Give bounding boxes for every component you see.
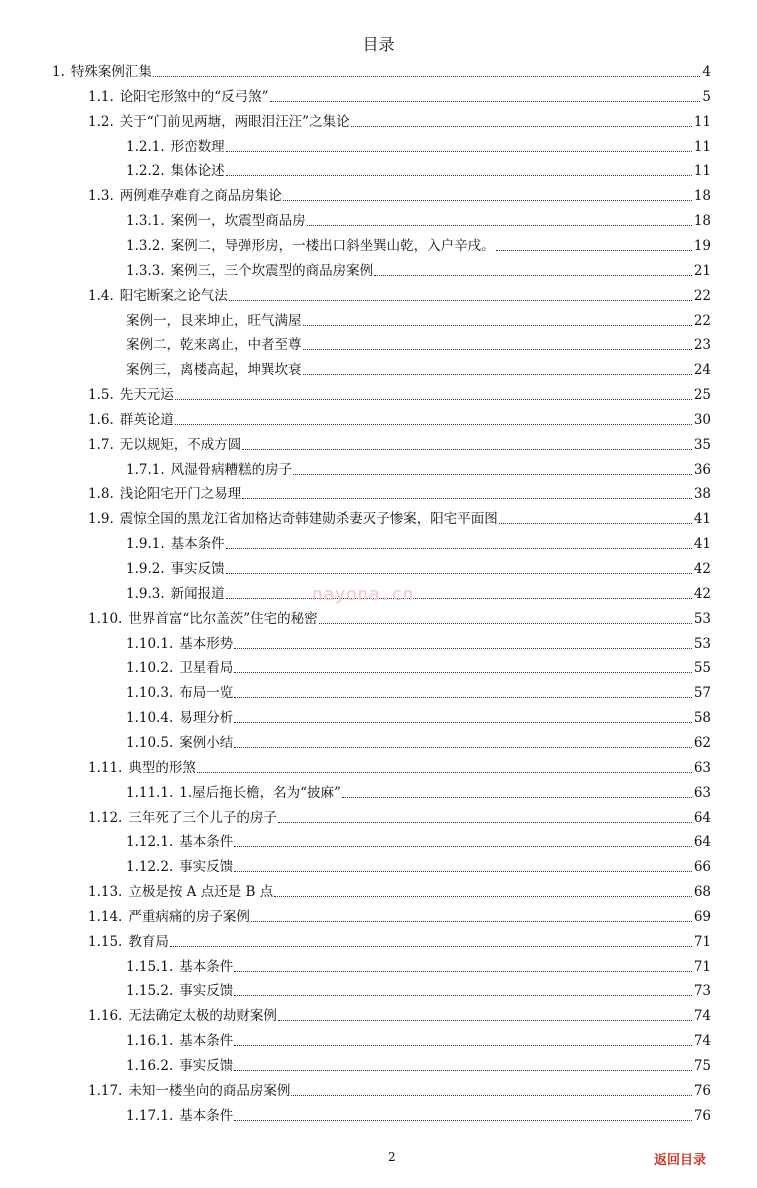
toc-dot-leader	[234, 1120, 692, 1121]
toc-entry-number: 1.14.	[88, 908, 123, 925]
toc-entry-page: 53	[693, 635, 711, 652]
toc-entry[interactable]	[52, 59, 711, 81]
toc-entry-number: 1.11.	[88, 759, 123, 776]
toc-dot-leader	[307, 225, 692, 226]
toc-entry-title: 严重病痛的房子案例	[128, 908, 250, 925]
toc-entry-title: 基本条件	[179, 958, 234, 975]
toc-entry-page: 71	[693, 933, 711, 950]
toc-dot-leader	[226, 175, 692, 176]
toc-entry-title: 事实反馈	[170, 561, 225, 577]
toc-dot-leader	[197, 772, 692, 773]
toc-entry-title: 基本形势	[179, 635, 234, 652]
toc-entry-title: 震惊全国的黑龙江省加格达奇韩建勋杀妻灭子惨案，阳宅平面图	[119, 511, 498, 528]
toc-dot-leader	[319, 623, 692, 624]
toc-entry-page: 42	[693, 561, 711, 577]
toc-entry-number: 1.16.	[88, 1008, 123, 1025]
toc-dot-leader	[278, 1020, 692, 1021]
toc-entry-title: 三年死了三个儿子的房子	[128, 809, 277, 826]
toc-dot-leader	[251, 921, 692, 922]
toc-entry-page: 62	[693, 734, 711, 751]
toc-dot-leader	[496, 250, 692, 251]
toc-entry-title: 阳宅断案之论气法	[119, 287, 228, 304]
toc-dot-leader	[229, 300, 692, 301]
toc-entry-title: 形峦数理	[170, 138, 225, 155]
toc-entry[interactable]	[88, 904, 711, 926]
toc-entry-title: 案例三，三个坎震型的商品房案例	[170, 262, 374, 279]
toc-entry-number: 1.5.	[88, 387, 114, 404]
toc-entry-title: 事实反馈	[179, 983, 234, 1000]
toc-dot-leader	[234, 1070, 692, 1071]
toc-entry[interactable]	[126, 680, 711, 702]
toc-entry-page: 23	[693, 337, 711, 354]
toc-entry-page: 36	[693, 461, 711, 478]
toc-entry[interactable]	[126, 829, 711, 851]
toc-entry-title: 基本条件	[170, 536, 225, 553]
toc-entry[interactable]	[126, 655, 711, 677]
toc-entry-number: 1.2.	[88, 113, 114, 130]
toc-entry-number: 1.3.2.	[126, 237, 165, 254]
toc-entry[interactable]	[126, 208, 711, 230]
toc-entry[interactable]	[88, 432, 711, 454]
toc-entry-title: 浅论阳宅开门之易理	[119, 486, 242, 503]
toc-entry-number: 1.	[52, 64, 65, 80]
toc-entry-number: 1.4.	[88, 287, 114, 304]
toc-entry-number: 1.10.4.	[126, 710, 174, 727]
toc-dot-leader	[234, 697, 692, 698]
toc-entry-number: 1.12.	[88, 809, 123, 826]
toc-entry-page: 76	[693, 1082, 711, 1099]
toc-dot-leader	[234, 871, 692, 872]
toc-entry[interactable]	[126, 954, 711, 976]
toc-entry-page: 64	[693, 834, 711, 851]
toc-entry-number: 1.6.	[88, 411, 114, 428]
toc-entry-page: 18	[693, 213, 711, 230]
toc-entry-number: 1.7.	[88, 436, 114, 453]
toc-entry-page: 11	[693, 163, 711, 180]
toc-dot-leader	[270, 101, 701, 102]
toc-entry[interactable]	[126, 854, 711, 876]
footer-page-number: 2	[388, 1150, 396, 1164]
toc-dot-leader	[303, 325, 692, 326]
toc-entry[interactable]	[126, 780, 711, 802]
toc-dot-leader	[283, 200, 692, 201]
toc-entry-title: 立极是按 A 点还是 B 点	[128, 884, 274, 901]
toc-entry-number: 1.15.2.	[126, 983, 174, 1000]
toc-entry-page: 68	[693, 884, 711, 901]
toc-entry-title: 特殊案例汇集	[70, 64, 152, 80]
toc-dot-leader	[303, 349, 692, 350]
toc-entry-number: 1.17.1.	[126, 1107, 174, 1124]
toc-dot-leader	[234, 648, 692, 649]
toc-entry-page: 74	[693, 1008, 711, 1025]
toc-entry-title: 集体论述	[170, 163, 225, 180]
toc-entry-title: 1.屋后拖长檐，名为“披麻”	[179, 784, 341, 801]
toc-entry-page: 22	[693, 312, 711, 329]
toc-entry-page: 69	[693, 908, 711, 925]
toc-entry-number: 1.16.2.	[126, 1058, 174, 1074]
toc-entry-number: 1.10.2.	[126, 660, 174, 677]
toc-dot-leader	[234, 1045, 692, 1046]
toc-entry-title: 典型的形煞	[128, 759, 196, 776]
toc-entry[interactable]	[88, 929, 711, 951]
toc-dot-leader	[499, 523, 692, 524]
toc-entry-page: 25	[693, 387, 711, 404]
toc-entry[interactable]	[88, 382, 711, 404]
toc-entry-title: 基本条件	[179, 834, 234, 851]
toc-entry[interactable]	[126, 556, 711, 578]
toc-entry[interactable]	[88, 283, 711, 305]
toc-entry[interactable]	[88, 1078, 711, 1100]
toc-dot-leader	[234, 846, 692, 847]
toc-entry-page: 19	[693, 237, 711, 254]
toc-entry-number: 1.10.3.	[126, 685, 174, 702]
toc-entry-page: 63	[693, 759, 711, 776]
toc-dot-leader	[351, 126, 692, 127]
toc-entry-title: 案例一，坎震型商品房	[170, 213, 306, 230]
toc-entry-number: 1.11.1.	[126, 784, 174, 801]
toc-dot-leader	[153, 76, 701, 77]
toc-entry[interactable]	[126, 1053, 711, 1075]
toc-entry-title: 世界首富“比尔盖茨”住宅的秘密	[128, 610, 318, 627]
toc-entry-page: 38	[693, 486, 711, 503]
toc-entry[interactable]	[126, 457, 711, 479]
toc-entry-title: 易理分析	[179, 710, 234, 727]
toc-entry-title: 案例三，离楼高起，坤巽坎衰	[126, 362, 302, 379]
toc-entry[interactable]	[88, 879, 711, 901]
toc-dot-leader	[374, 275, 692, 276]
toc-dot-leader	[170, 946, 692, 947]
toc-entry-number: 1.15.1.	[126, 958, 174, 975]
toc-entry-page: 18	[693, 188, 711, 205]
toc-entry-number: 1.3.1.	[126, 213, 165, 230]
toc-dot-leader	[342, 797, 692, 798]
toc-entry[interactable]	[88, 84, 711, 106]
toc-dot-leader	[175, 424, 692, 425]
toc-entry-page: 35	[693, 436, 711, 453]
toc-entry[interactable]	[88, 1003, 711, 1025]
toc-entry-page: 73	[693, 983, 711, 1000]
toc-dot-leader	[242, 498, 692, 499]
toc-dot-leader	[234, 971, 692, 972]
toc-entry[interactable]	[126, 978, 711, 1000]
toc-entry-number: 1.10.5.	[126, 734, 174, 751]
toc-entry[interactable]	[88, 183, 711, 205]
toc-entry-page: 11	[693, 138, 711, 155]
toc-entry-title: 无以规矩，不成方圆	[119, 436, 242, 453]
toc-entry-page: 74	[693, 1033, 711, 1050]
toc-dot-leader	[278, 822, 692, 823]
toc-entry-number: 1.10.1.	[126, 635, 174, 652]
toc-entry-number: 1.12.1.	[126, 834, 174, 851]
toc-dot-leader	[293, 474, 692, 475]
toc-dot-leader	[303, 374, 692, 375]
toc-entry[interactable]	[126, 158, 711, 180]
toc-entry[interactable]	[88, 481, 711, 503]
toc-entry-number: 1.9.3.	[126, 585, 165, 602]
toc-entry[interactable]	[126, 581, 711, 603]
toc-entry[interactable]	[126, 631, 711, 653]
toc-entry-number: 1.3.3.	[126, 262, 165, 279]
toc-dot-leader	[242, 449, 692, 450]
toc-entry[interactable]	[126, 357, 711, 379]
toc-entry-title: 案例一，艮来坤止，旺气满屋	[126, 312, 302, 329]
toc-entry-title: 事实反馈	[179, 1058, 234, 1074]
toc-entry-number: 1.9.	[88, 511, 114, 528]
toc-entry[interactable]	[126, 233, 711, 255]
toc-entry-title: 案例二，导弹形房，一楼出口斜坐巽山乾，入户辛戌。	[170, 237, 495, 254]
toc-entry[interactable]	[126, 1103, 711, 1125]
toc-entry-page: 63	[693, 784, 711, 801]
toc-entry-number: 1.2.2.	[126, 163, 165, 180]
toc-entry-number: 1.2.1.	[126, 138, 165, 155]
toc-entry[interactable]	[88, 755, 711, 777]
toc-entry-page: 75	[693, 1058, 711, 1074]
toc-entry-title: 案例小结	[179, 734, 234, 751]
toc-entry[interactable]	[126, 258, 711, 280]
toc-entry[interactable]	[126, 308, 711, 330]
toc-entry-page: 21	[693, 262, 711, 279]
toc-entry[interactable]	[126, 531, 711, 553]
toc-entry-number: 1.7.1.	[126, 461, 165, 478]
toc-entry-number: 1.3.	[88, 188, 114, 205]
toc-entry-number: 1.17.	[88, 1082, 123, 1099]
toc-entry-title: 风湿骨病糟糕的房子	[170, 461, 293, 478]
watermark: nayona.cn	[312, 584, 415, 605]
toc-entry-page: 66	[693, 859, 711, 876]
toc-entry-number: 1.1.	[88, 88, 114, 105]
toc-dot-leader	[234, 722, 692, 723]
toc-entry-title: 关于“门前见两塘，两眼泪汪汪”之集论	[119, 113, 350, 130]
toc-dot-leader	[274, 896, 692, 897]
toc-dot-leader	[226, 598, 692, 599]
toc-entry-number: 1.10.	[88, 610, 123, 627]
toc-entry[interactable]	[88, 805, 711, 827]
toc-entry-number: 1.16.1.	[126, 1033, 174, 1050]
toc-entry-title: 新闻报道	[170, 585, 225, 602]
toc-entry-title: 无法确定太极的劫财案例	[128, 1008, 277, 1025]
toc-entry-page: 24	[693, 362, 711, 379]
toc-dot-leader	[175, 399, 692, 400]
toc-dot-leader	[291, 1095, 691, 1096]
toc-entry[interactable]	[88, 606, 711, 628]
toc-entry[interactable]	[88, 407, 711, 429]
toc-entry-number: 1.12.2.	[126, 859, 174, 876]
toc-entry-page: 76	[693, 1107, 711, 1124]
toc-entry[interactable]	[88, 109, 711, 131]
toc-entry-title: 论阳宅形煞中的“反弓煞”	[119, 88, 269, 105]
toc-entry-title: 事实反馈	[179, 859, 234, 876]
toc-entry-title: 基本条件	[179, 1107, 234, 1124]
toc-entry-page: 5	[702, 88, 711, 105]
toc-entry-page: 30	[693, 411, 711, 428]
toc-entry-page: 64	[693, 809, 711, 826]
toc-entry-number: 1.9.2.	[126, 561, 165, 577]
toc-dot-leader	[234, 995, 692, 996]
toc-entry-page: 58	[693, 710, 711, 727]
toc-entry-page: 4	[702, 64, 711, 80]
toc-entry-title: 先天元运	[119, 387, 174, 404]
toc-dot-leader	[226, 548, 692, 549]
toc-entry-title: 群英论道	[119, 411, 174, 428]
toc-entry-page: 42	[693, 585, 711, 602]
toc-entry-page: 22	[693, 287, 711, 304]
toc-entry-title: 布局一览	[179, 685, 234, 702]
toc-entry-page: 11	[693, 113, 711, 130]
toc-entry-title: 基本条件	[179, 1033, 234, 1050]
toc-dot-leader	[234, 747, 692, 748]
toc-dot-leader	[234, 672, 692, 673]
toc-entry[interactable]	[126, 1028, 711, 1050]
toc-entry-title: 两例难孕难育之商品房集论	[119, 188, 282, 205]
toc-entry-number: 1.13.	[88, 884, 123, 901]
toc-entry[interactable]	[126, 730, 711, 752]
toc-entry-number: 1.9.1.	[126, 536, 165, 553]
toc-entry[interactable]	[126, 705, 711, 727]
toc-entry-page: 71	[693, 958, 711, 975]
toc-dot-leader	[226, 573, 692, 574]
toc-entry-page: 57	[693, 685, 711, 702]
toc-entry-page: 53	[693, 610, 711, 627]
toc-entry-title: 教育局	[128, 933, 169, 950]
toc-entry-page: 41	[693, 536, 711, 553]
toc-entry[interactable]	[88, 506, 711, 528]
toc-entry-page: 55	[693, 660, 711, 677]
back-to-toc-link[interactable]: 返回目录	[654, 1153, 707, 1168]
toc-entry-title: 未知一楼坐向的商品房案例	[128, 1082, 291, 1099]
page-title: 目录	[362, 35, 395, 54]
toc-entry[interactable]	[126, 134, 711, 156]
toc-entry-number: 1.15.	[88, 933, 123, 950]
toc-entry-title: 卫星看局	[179, 660, 234, 677]
toc-entry-number: 1.8.	[88, 486, 114, 503]
toc-entry-page: 41	[693, 511, 711, 528]
toc-entry-title: 案例二，乾来离止，中者至尊	[126, 337, 302, 354]
toc-entry[interactable]	[126, 332, 711, 354]
toc-dot-leader	[226, 151, 692, 152]
